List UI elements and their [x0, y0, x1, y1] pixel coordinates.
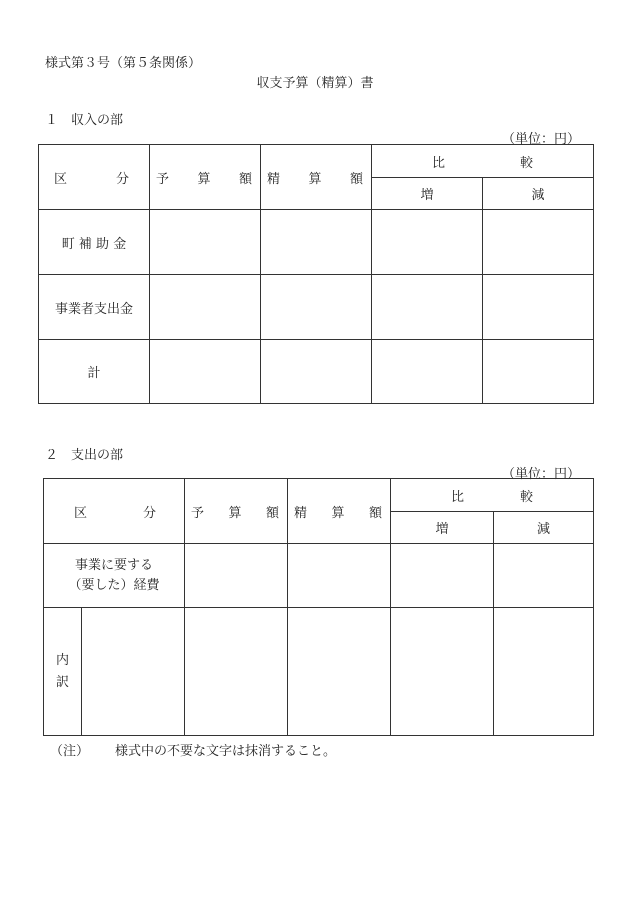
settlement-cell[interactable]: [288, 608, 391, 736]
breakdown-item-cell[interactable]: [82, 608, 185, 736]
decrease-cell[interactable]: [494, 608, 594, 736]
settlement-cell[interactable]: [261, 275, 372, 340]
note-marker: （注）: [50, 744, 90, 759]
expense-unit-label: （単位：円）: [501, 467, 580, 482]
decrease-header: 減: [483, 178, 594, 210]
decrease-cell[interactable]: [483, 210, 594, 275]
budget-cell[interactable]: [150, 340, 261, 404]
increase-cell[interactable]: [372, 275, 483, 340]
increase-header: 増: [391, 512, 494, 544]
category-header: 区 分: [39, 145, 150, 210]
document-title: 収支予算（精算）書: [256, 76, 374, 91]
footnote: [50, 740, 336, 759]
settlement-cell[interactable]: [261, 340, 372, 404]
increase-cell[interactable]: [391, 608, 494, 736]
table-row: [44, 544, 594, 608]
row-label: 事業者支出金: [39, 275, 150, 340]
settlement-header: 精 算 額: [288, 479, 391, 544]
row-label: 事業に要する （要した）経費: [44, 544, 185, 608]
budget-cell[interactable]: [185, 608, 288, 736]
increase-cell[interactable]: [391, 544, 494, 608]
income-unit-label: （単位：円）: [501, 132, 580, 147]
budget-cell[interactable]: [150, 275, 261, 340]
comparison-header: 比 較: [372, 145, 594, 178]
income-table: [38, 144, 594, 404]
decrease-cell[interactable]: [483, 275, 594, 340]
note-text: 様式中の不要な文字は抹消すること。: [115, 744, 337, 759]
budget-cell[interactable]: [150, 210, 261, 275]
form-number: 様式第３号（第５条関係）: [45, 56, 202, 71]
table-row: [39, 275, 594, 340]
category-header: 区 分: [44, 479, 185, 544]
budget-header: 予 算 額: [150, 145, 261, 210]
row-label: 計: [39, 340, 150, 404]
budget-header: 予 算 額: [185, 479, 288, 544]
budget-cell[interactable]: [185, 544, 288, 608]
settlement-header: 精 算 額: [261, 145, 372, 210]
expense-section-label: ２ 支出の部: [45, 448, 124, 463]
settlement-cell[interactable]: [288, 544, 391, 608]
income-section-label: １ 収入の部: [45, 113, 124, 128]
decrease-cell[interactable]: [483, 340, 594, 404]
decrease-header: 減: [494, 512, 594, 544]
table-row: [39, 340, 594, 404]
increase-header: 増: [372, 178, 483, 210]
settlement-cell[interactable]: [261, 210, 372, 275]
table-row: [39, 210, 594, 275]
increase-cell[interactable]: [372, 340, 483, 404]
comparison-header: 比 較: [391, 479, 594, 512]
decrease-cell[interactable]: [494, 544, 594, 608]
expense-table: [43, 478, 594, 736]
row-label: 町 補 助 金: [39, 210, 150, 275]
table-row: [44, 608, 594, 736]
increase-cell[interactable]: [372, 210, 483, 275]
breakdown-label: 内 訳: [44, 608, 82, 736]
